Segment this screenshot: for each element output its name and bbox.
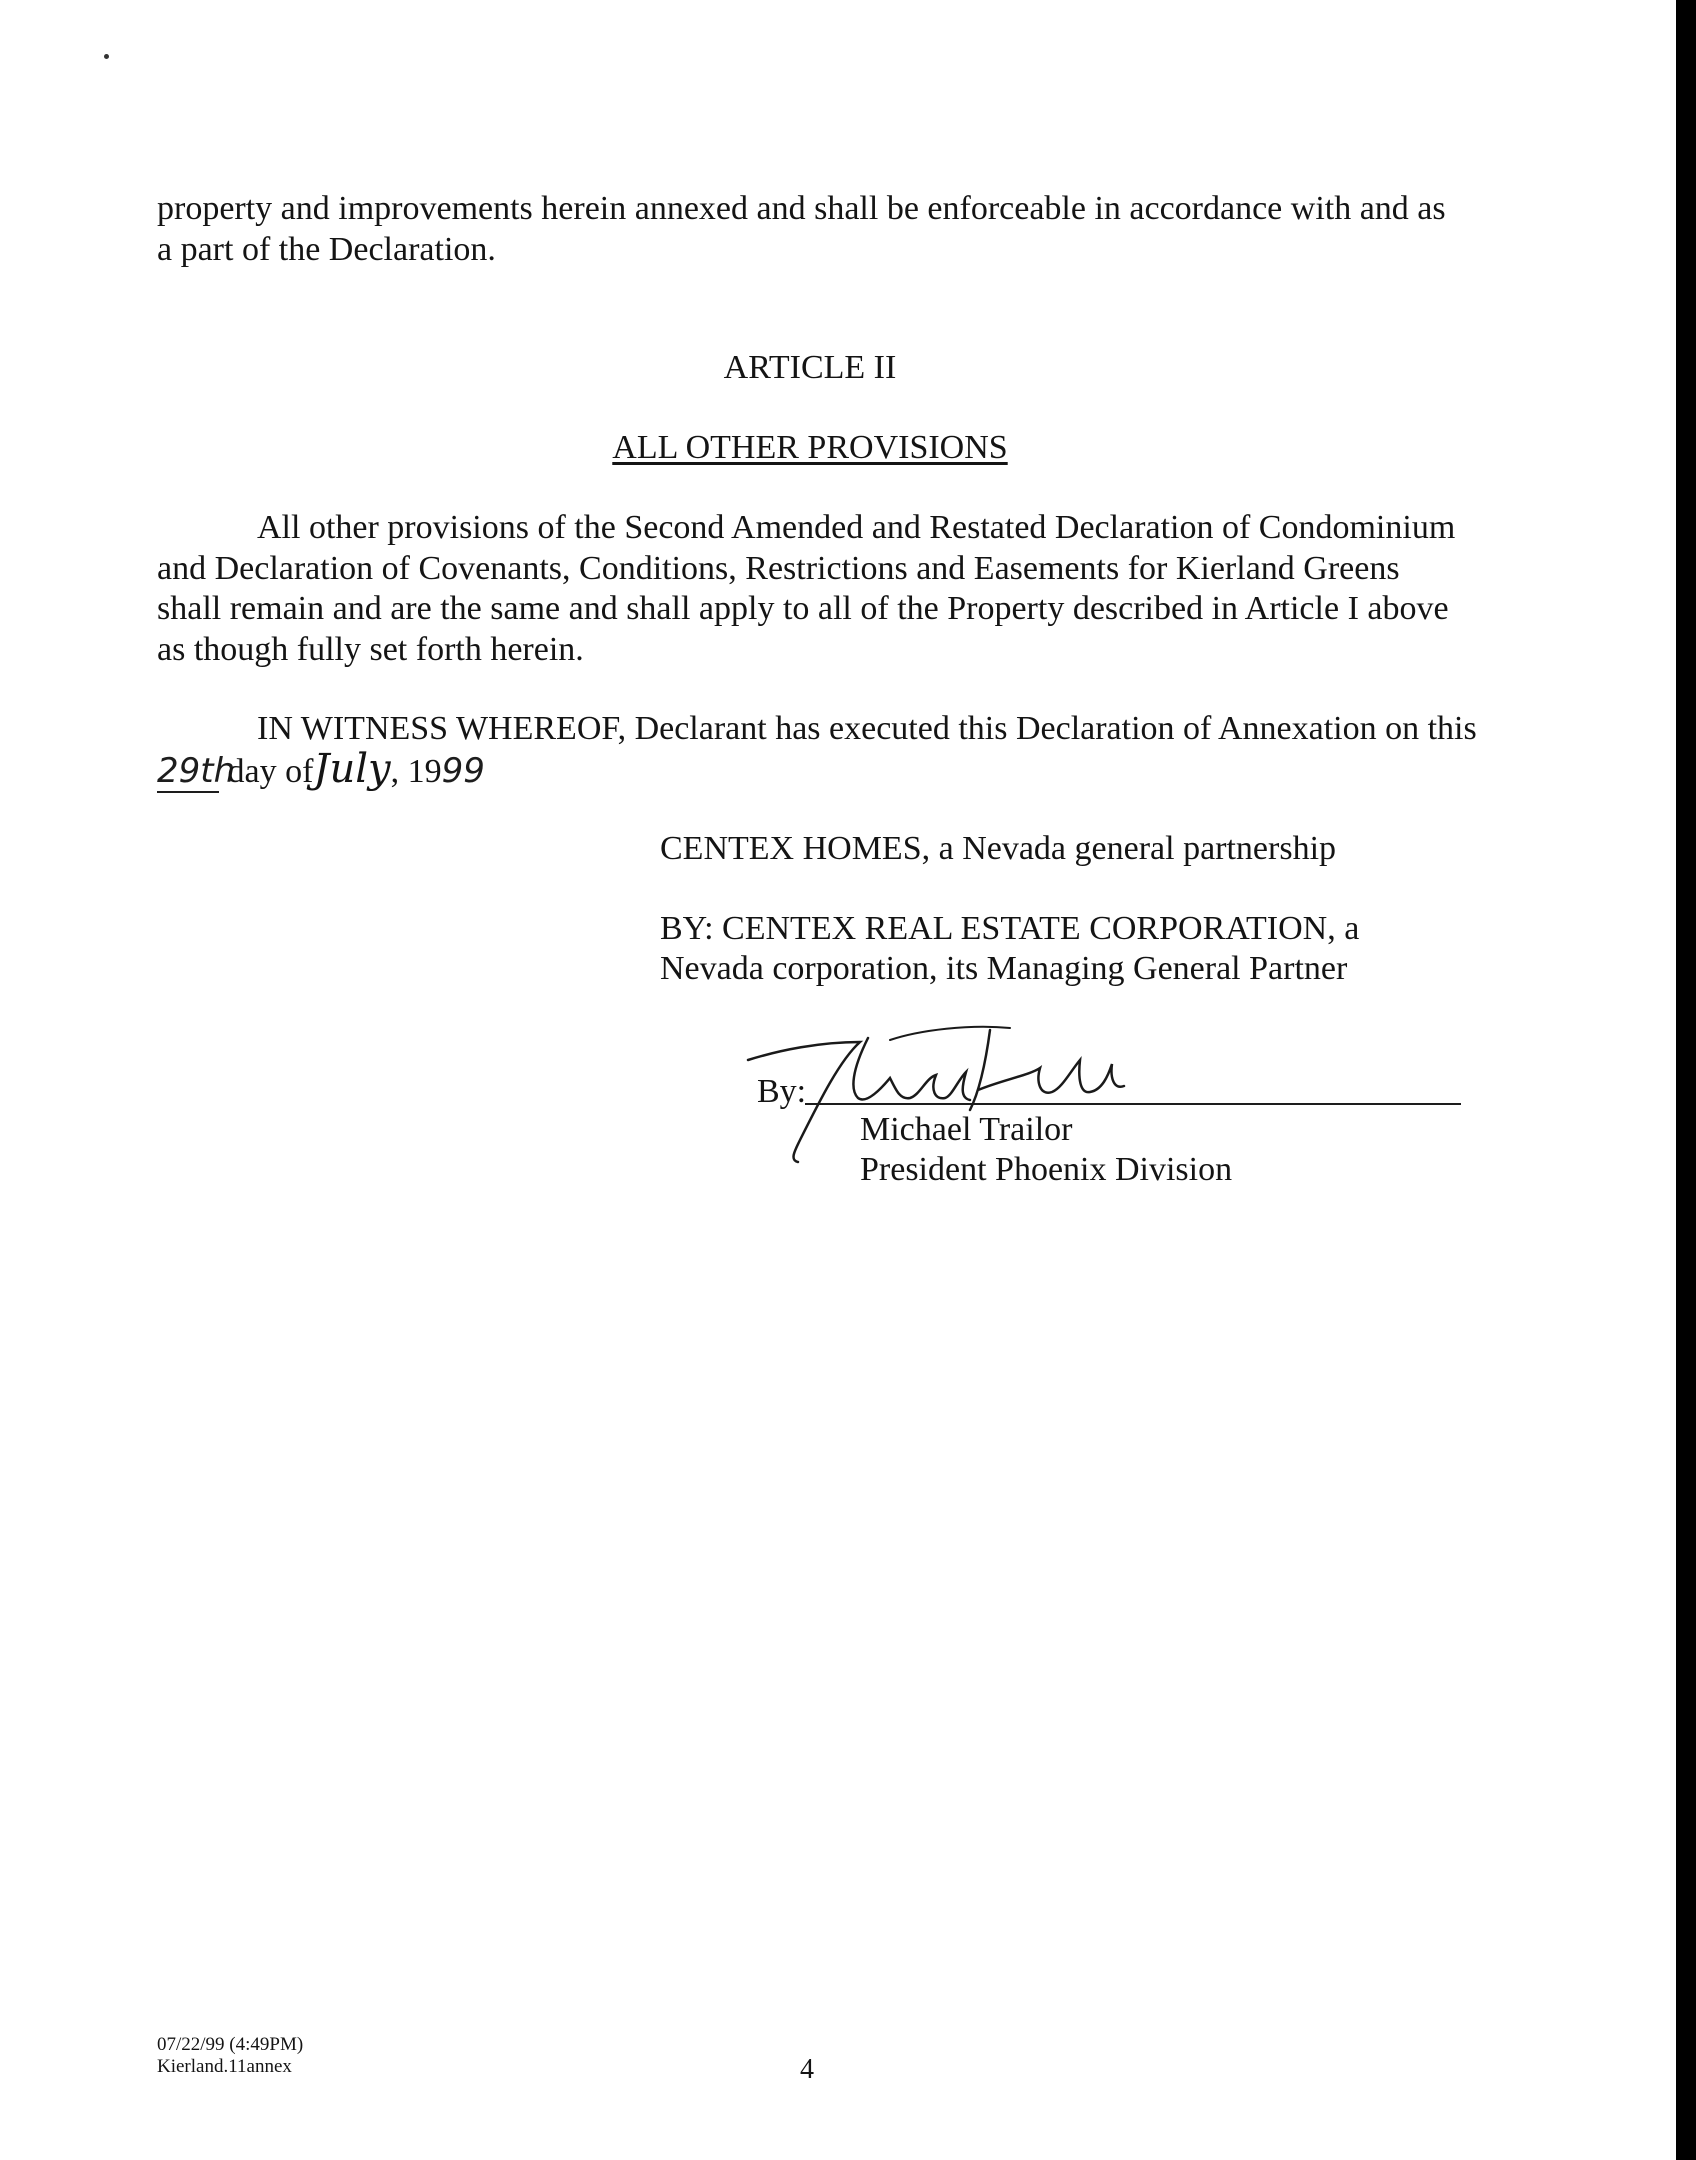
signature-by-label: By: bbox=[757, 1073, 807, 1110]
year-prefix: , 19 bbox=[390, 753, 442, 790]
article-heading: ARTICLE II bbox=[723, 349, 897, 386]
article-title bbox=[0, 428, 1620, 468]
handwritten-day: 29th bbox=[157, 751, 236, 791]
handwritten-month: July bbox=[313, 746, 391, 792]
witness-line: IN WITNESS WHEREOF, Declarant has executed this Declaration of Annexation on this bbox=[257, 710, 1477, 747]
managing-partner-line-1: BY: CENTEX REAL ESTATE CORPORATION, a bbox=[660, 910, 1360, 947]
continuation-paragraph: property and improvements herein annexed and shall be enforceable in accordance with and as a part of the Declaration. bbox=[157, 190, 1446, 268]
footer-file-info bbox=[157, 2034, 303, 2078]
article-title-text: ALL OTHER PROVISIONS bbox=[612, 429, 1008, 466]
scan-speck bbox=[104, 54, 109, 59]
managing-partner-line-2: Nevada corporation, its Managing General Partner bbox=[660, 950, 1348, 987]
handwritten-year: 99 bbox=[441, 751, 485, 791]
company-line: CENTEX HOMES, a Nevada general partnership bbox=[660, 830, 1337, 867]
signer-name: Michael Trailor bbox=[860, 1111, 1073, 1148]
scan-edge bbox=[1676, 0, 1696, 2160]
page-number: 4 bbox=[800, 2054, 814, 2085]
provisions-paragraph: All other provisions of the Second Amended and Restated Declaration of Condominium and Declaration of Covenants, Conditions, Restrictions and Easements for Kierland Greens shall remain and are the same and shall apply to all of the Property described in Article I above as though fully set forth herein. bbox=[157, 509, 1456, 668]
footer-file-name: Kierland.11annex bbox=[157, 2056, 292, 2077]
execution-date-line bbox=[157, 746, 485, 793]
footer-timestamp: 07/22/99 (4:49PM) bbox=[157, 2034, 304, 2055]
day-of-text: day of bbox=[227, 753, 314, 790]
signer-title: President Phoenix Division bbox=[860, 1151, 1233, 1188]
